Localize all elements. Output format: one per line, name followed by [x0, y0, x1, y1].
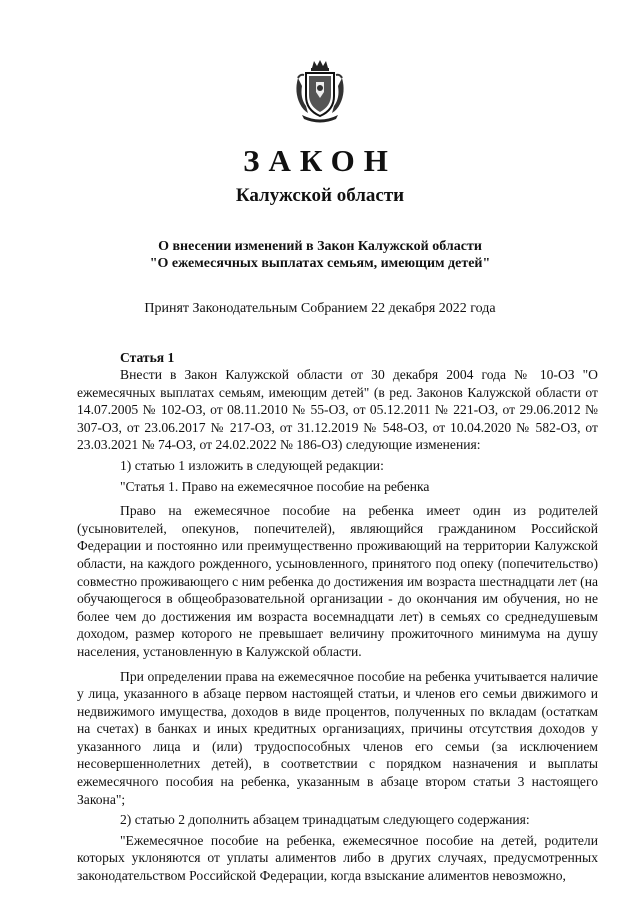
paragraph: 2) статью 2 дополнить абзацем тринадцатым следующего содержания: [120, 812, 530, 828]
adoption-date: Принят Законодательным Собранием 22 декабря 2022 года [144, 301, 496, 316]
subject-line-1: О внесении изменений в Закон Калужской области [158, 239, 482, 254]
paragraph: "Ежемесячное пособие на ребенка, ежемесячное пособие на детей, родители которых уклоняются от уплаты алиментов либо в других случаях, предусмотренных законодательством Российской Федерации, когда взыскание алиментов невозможно, [77, 832, 598, 884]
article-body [77, 349, 598, 885]
paragraph: "Статья 1. Право на ежемесячное пособие на ребенка [120, 478, 430, 494]
paragraph: 1) статью 1 изложить в следующей редакции: [120, 457, 384, 473]
subject-line-2: "О ежемесячных выплатах семьям, имеющим детей" [149, 256, 491, 271]
region-title: Калужской области [235, 185, 405, 206]
paragraph: Право на ежемесячное пособие на ребенка имеет один из родителей (усыновителей, опекунов, попечителей), являющийся гражданином Российской Федерации и постоянно или преимущественно проживающий на территории Калужской области, на каждого рожденного, усыновленного, принятого под опеку (попечительство) совместно проживающего с ним ребенка до достижения им возраста шестнадцати лет (на обучающегося в общеобразовательной организации - до окончания им обучения, но не более чем до достижения им возраста восемнадцати лет) в семьях со среднедушевым доходом, размер которого не превышает величину прожиточного минимума на душу населения, установленную в Калужской области. [77, 503, 598, 659]
law-subject [0, 238, 640, 272]
article-heading: Статья 1 [120, 350, 175, 365]
document-title: ЗАКОН [243, 143, 397, 178]
paragraph: При определении права на ежемесячное пособие на ребенка учитывается наличие у лица, указанного в абзаце первом настоящей статьи, и членов его семьи движимого и недвижимого имущества, доходов в виде процентов, полученных по вкладам (остаткам на счетах) в банках и иных кредитных организациях, причины отсутствия доходов у указанного лица и (или) трудоспособных членов его семьи (за исключением несовершеннолетних детей), в соответствии с порядком назначения и выплаты ежемесячного пособия на ребенка, указанным в абзаце втором статьи 3 настоящего Закона"; [77, 668, 598, 807]
coat-of-arms-icon [292, 58, 348, 124]
paragraph: Внести в Закон Калужской области от 30 декабря 2004 года № 10-ОЗ "О ежемесячных выплатах семьям, имеющим детей" (в ред. Законов Калужской области от 14.07.2005 № 102-ОЗ, от 08.11.2010 № 55-ОЗ, от 05.12.2011 № 221-ОЗ, от 29.06.2012 № 307-ОЗ, от 23.06.2017 № 217-ОЗ, от 31.12.2019 № 548-ОЗ, от 10.04.2020 № 582-ОЗ, от 23.03.2021 № 74-ОЗ, от 24.02.2022 № 186-ОЗ) следующие изменения: [77, 367, 598, 453]
